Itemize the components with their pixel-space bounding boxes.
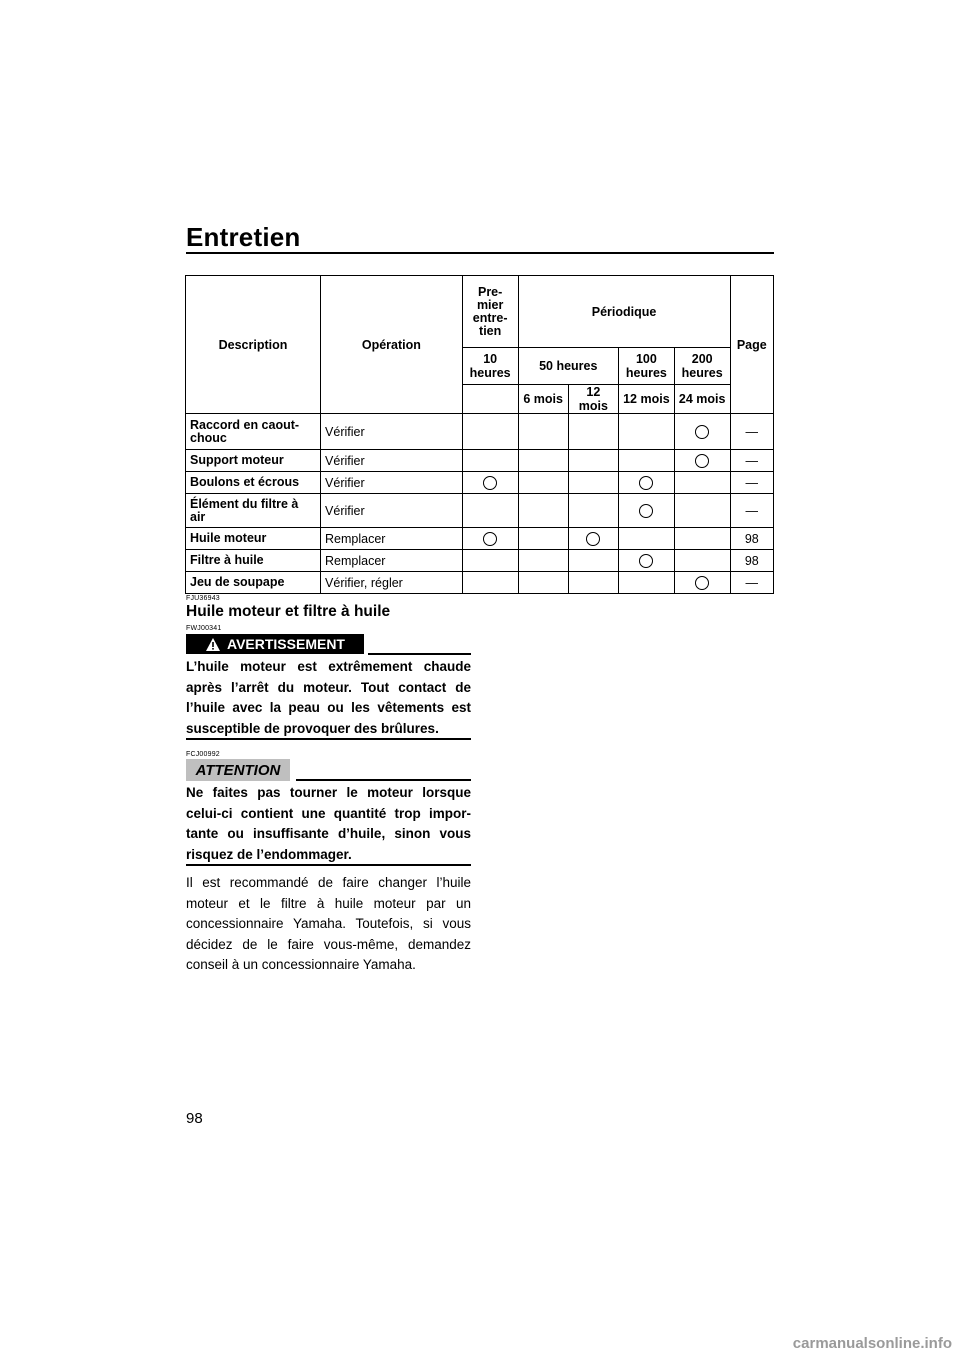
maintenance-table <box>185 275 774 594</box>
row-operation: Vérifier <box>321 414 463 450</box>
header-12-mois-b: 12 mois <box>618 385 674 414</box>
header-periodique: Périodique <box>518 276 730 348</box>
table-row <box>186 494 774 528</box>
header-description: Description <box>186 276 321 414</box>
schedule-cell <box>568 572 618 594</box>
header-operation: Opération <box>321 276 463 414</box>
header-50-heures: 50 heures <box>518 348 618 385</box>
warning-badge <box>186 634 364 654</box>
schedule-cell <box>618 414 674 450</box>
schedule-cell <box>462 472 518 494</box>
schedule-cell <box>674 450 730 472</box>
schedule-cell <box>568 550 618 572</box>
header-100-heures: 100 heures <box>618 348 674 385</box>
check-circle-icon <box>695 576 709 590</box>
schedule-cell <box>518 572 568 594</box>
schedule-cell <box>568 472 618 494</box>
row-description: Huile moteur <box>186 528 321 550</box>
attention-bottom-rule <box>186 864 471 866</box>
warning-text: L’huile moteur est extrêmement chaude après l’arrêt du moteur. Tout contact de l’huile avec la peau ou les vêtements est susceptible de provoquer des brûlures. <box>186 659 471 736</box>
schedule-cell <box>462 572 518 594</box>
check-circle-icon <box>695 454 709 468</box>
schedule-cell <box>568 450 618 472</box>
check-circle-icon <box>639 504 653 518</box>
schedule-cell <box>618 528 674 550</box>
header-6-mois: 6 mois <box>518 385 568 414</box>
check-circle-icon <box>483 476 497 490</box>
check-circle-icon <box>483 532 497 546</box>
table-row <box>186 414 774 450</box>
schedule-cell <box>674 550 730 572</box>
row-description: Élément du filtre à air <box>186 494 321 528</box>
row-description: Filtre à huile <box>186 550 321 572</box>
schedule-cell <box>618 494 674 528</box>
row-page: — <box>730 572 773 594</box>
table-row <box>186 550 774 572</box>
table-body <box>186 414 774 594</box>
schedule-cell <box>568 528 618 550</box>
row-page: 98 <box>730 550 773 572</box>
attention-badge: ATTENTION <box>186 759 290 781</box>
footer-watermark: carmanualsonline.info <box>792 1335 952 1352</box>
header-12-mois-a: 12 mois <box>568 385 618 414</box>
schedule-cell <box>618 472 674 494</box>
header-empty <box>462 385 518 414</box>
schedule-cell <box>674 472 730 494</box>
check-circle-icon <box>639 476 653 490</box>
header-10-heures: 10 heures <box>462 348 518 385</box>
header-premier-entretien: Pre- mier entre- tien <box>462 276 518 348</box>
schedule-cell <box>462 414 518 450</box>
row-operation: Remplacer <box>321 528 463 550</box>
page-number: 98 <box>186 1110 203 1127</box>
schedule-cell <box>518 528 568 550</box>
header-200-heures: 200 heures <box>674 348 730 385</box>
schedule-cell <box>674 494 730 528</box>
schedule-cell <box>518 550 568 572</box>
row-description: Jeu de soupape <box>186 572 321 594</box>
schedule-cell <box>674 528 730 550</box>
schedule-cell <box>518 450 568 472</box>
table-row <box>186 572 774 594</box>
section-heading: Huile moteur et filtre à huile <box>186 603 391 620</box>
table-row <box>186 472 774 494</box>
row-page: — <box>730 494 773 528</box>
attention-text: Ne faites pas tourner le moteur lorsque celui-ci contient une quantité trop impor- tante ou insuffisante d’huile, sinon vous risquez de l’endommager. <box>186 785 471 862</box>
title-rule <box>186 252 774 254</box>
schedule-cell <box>618 450 674 472</box>
warning-line <box>368 653 471 655</box>
header-24-mois: 24 mois <box>674 385 730 414</box>
row-operation: Vérifier <box>321 450 463 472</box>
row-operation: Vérifier <box>321 494 463 528</box>
row-page: 98 <box>730 528 773 550</box>
row-description: Boulons et écrous <box>186 472 321 494</box>
section-code: FJU36943 <box>186 595 220 602</box>
check-circle-icon <box>639 554 653 568</box>
table-row <box>186 450 774 472</box>
body-paragraph: Il est recommandé de faire changer l’huile moteur et le filtre à huile moteur par un concessionnaire Yamaha. Toutefois, si vous décidez de le faire vous-même, demandez conseil à un concessionnaire Yamaha. <box>186 875 471 972</box>
row-page: — <box>730 414 773 450</box>
check-circle-icon <box>695 425 709 439</box>
row-description: Support moteur <box>186 450 321 472</box>
row-operation: Vérifier, régler <box>321 572 463 594</box>
warning-bottom-rule <box>186 738 471 740</box>
schedule-cell <box>518 414 568 450</box>
schedule-cell <box>568 414 618 450</box>
table-row <box>186 528 774 550</box>
warning-label: AVERTISSEMENT <box>227 636 345 652</box>
schedule-cell <box>674 414 730 450</box>
page-title: Entretien <box>186 222 301 252</box>
schedule-cell <box>518 472 568 494</box>
warning-triangle-icon <box>205 637 221 652</box>
row-page: — <box>730 472 773 494</box>
attention-line <box>296 779 471 781</box>
schedule-cell <box>618 550 674 572</box>
header-page: Page <box>730 276 773 414</box>
row-operation: Vérifier <box>321 472 463 494</box>
row-page: — <box>730 450 773 472</box>
row-operation: Remplacer <box>321 550 463 572</box>
schedule-cell <box>618 572 674 594</box>
row-description: Raccord en caout- chouc <box>186 414 321 450</box>
schedule-cell <box>462 450 518 472</box>
schedule-cell <box>462 550 518 572</box>
schedule-cell <box>568 494 618 528</box>
schedule-cell <box>518 494 568 528</box>
check-circle-icon <box>586 532 600 546</box>
schedule-cell <box>462 528 518 550</box>
warning-code: FWJ00341 <box>186 625 222 632</box>
attention-code: FCJ00992 <box>186 751 220 758</box>
schedule-cell <box>674 572 730 594</box>
schedule-cell <box>462 494 518 528</box>
